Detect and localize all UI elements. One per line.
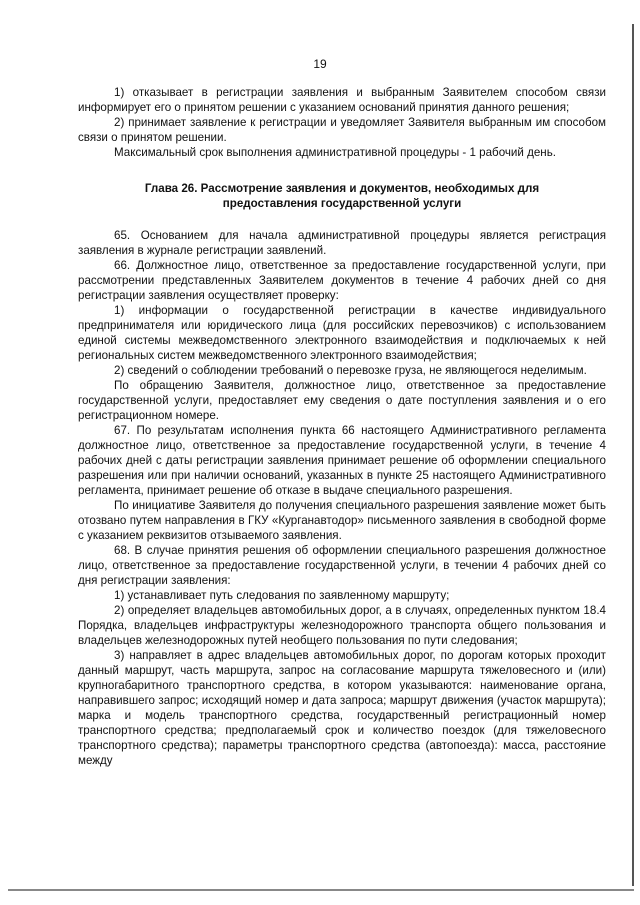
paragraph: 1) информации о государственной регистрации в качестве индивидуального предпринимателя или юридического лица (для российских перевозчиков) с использованием единой системы межведомственного электронного взаимодействия и подключаемых к ней региональных систем межведомственного электронного взаимодействия; — [78, 304, 606, 362]
paragraph: 66. Должностное лицо, ответственное за предоставление государственной услуги, при рассмотрении представленных Заявителем документов в течение 4 рабочих дней со дня регистрации заявления осуществляет проверку: — [78, 259, 606, 302]
paragraph: 1) устанавливает путь следования по заявленному маршруту; — [114, 589, 450, 602]
paragraph: По инициативе Заявителя до получения специального разрешения заявление может быть отозвано путем направления в ГКУ «Курганавтодор» письменного заявления в свободной форме с указанием реквизитов отзываемого заявления. — [78, 499, 606, 542]
paragraph: 67. По результатам исполнения пункта 66 настоящего Административного регламента должностное лицо, ответственное за предоставление государственной услуги, в течение 4 рабочих дней с даты регистрации заявления принимает решение об оформлении специального разрешения или при наличии оснований, указанных в пункте 25 настоящего Административного регламента, принимает решение об отказе в выдаче специального разрешения. — [78, 424, 606, 497]
chapter-heading — [78, 181, 606, 211]
document-body — [78, 85, 606, 768]
scan-bottom-line — [8, 889, 634, 891]
chapter-heading-line: предоставления государственной услуги — [222, 197, 462, 210]
paragraph: 2) сведений о соблюдении требований о перевозке груза, не являющегося неделимым. — [114, 364, 587, 377]
paragraph: 1) отказывает в регистрации заявления и выбранным Заявителем способом связи информирует его о принятом решении с указанием оснований принятия данного решения; — [78, 86, 606, 114]
paragraph: 65. Основанием для начала административной процедуры является регистрация заявления в журнале регистрации заявлений. — [78, 229, 606, 257]
paragraph: 2) определяет владельцев автомобильных дорог, а в случаях, определенных пунктом 18.4 Порядка, владельцев инфраструктуры железнодорожного транспорта общего пользования и владельцев железнодорожных путей необщего пользования по пути следования; — [78, 604, 606, 647]
page-number: 19 — [313, 57, 327, 71]
scan-edge-line — [632, 24, 634, 886]
chapter-heading-line: Глава 26. Рассмотрение заявления и документов, необходимых для — [144, 182, 540, 195]
paragraph: 3) направляет в адрес владельцев автомобильных дорог, по дорогам которых проходит данный маршрут, часть маршрута, запрос на согласование маршрута тяжеловесного и (или) крупногабаритного транспортного средства, в котором указываются: наименование органа, направившего запрос; исходящий номер и дата запроса; маршрут движения (участок маршрута); марка и модель транспортного средства, государственный регистрационный номер транспортного средства; предполагаемый срок и количество поездок (для тяжеловесного транспортного средства); параметры транспортного средства (автопоезда): масса, расстояние между — [78, 649, 606, 767]
paragraph: Максимальный срок выполнения административной процедуры - 1 рабочий день. — [114, 146, 556, 159]
paragraph: По обращению Заявителя, должностное лицо, ответственное за предоставление государственной услуги, предоставляет ему сведения о дате поступления заявления и о его регистрационном номере. — [78, 379, 606, 422]
paragraph: 2) принимает заявление к регистрации и уведомляет Заявителя выбранным им способом связи о принятом решении. — [78, 116, 606, 144]
paragraph: 68. В случае принятия решения об оформлении специального разрешения должностное лицо, ответственное за предоставление государственной услуги, в течении 4 рабочих дней со дня регистрации заявления: — [78, 544, 606, 587]
